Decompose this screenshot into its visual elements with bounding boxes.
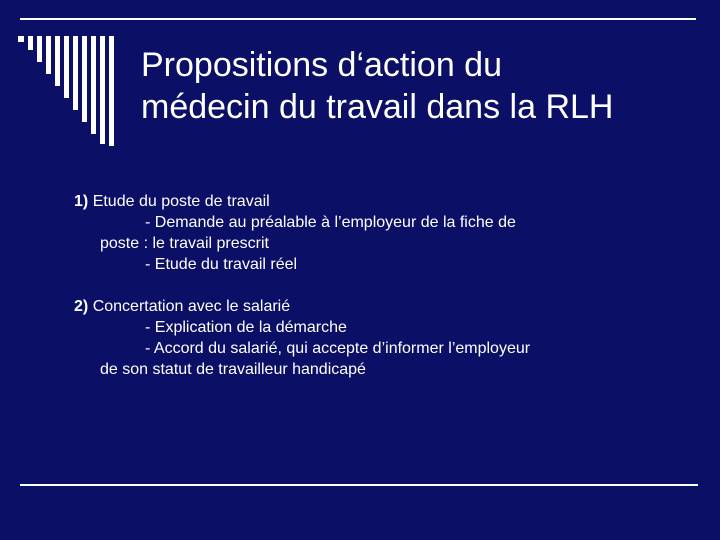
- section-line: - Accord du salarié, qui accepte d’informer l’employeur: [145, 340, 531, 357]
- section-heading: [74, 191, 674, 212]
- slide-title-line-2: médecin du travail dans la RLH: [141, 88, 614, 126]
- section-heading-text: Concertation avec le salarié: [92, 298, 291, 315]
- section-line: - Demande au préalable à l’employeur de la fiche de: [145, 214, 516, 231]
- decorative-stripes: [18, 36, 128, 146]
- section-1: [74, 191, 674, 275]
- section-2: [74, 296, 674, 380]
- slide-title: [141, 44, 701, 128]
- section-number: 1): [74, 193, 89, 210]
- section-line: poste : le travail prescrit: [100, 235, 269, 252]
- section-line: - Explication de la démarche: [145, 319, 347, 336]
- slide-title-line-1: Propositions d‘action du: [141, 46, 503, 84]
- section-line: de son statut de travailleur handicapé: [100, 361, 366, 378]
- section-number: 2): [74, 298, 89, 315]
- section-line: - Etude du travail réel: [145, 256, 298, 273]
- section-heading: [74, 296, 674, 317]
- bottom-divider-line: [20, 484, 698, 486]
- section-heading-text: Etude du poste de travail: [92, 193, 270, 210]
- top-divider-line: [20, 18, 696, 20]
- slide-body: [74, 191, 674, 380]
